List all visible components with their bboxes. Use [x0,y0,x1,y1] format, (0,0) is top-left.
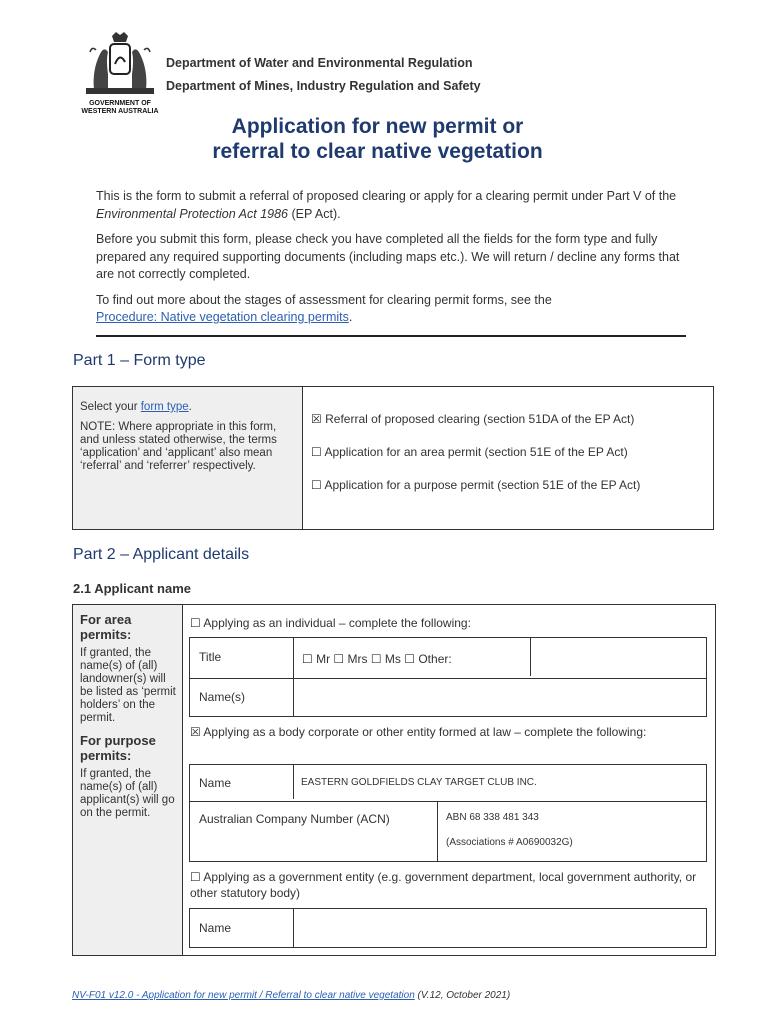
column-divider-other [530,638,531,676]
option-purpose-checkbox[interactable]: ☐ [311,478,322,492]
names-label: Name(s) [199,690,246,704]
form-type-note: NOTE: Where appropriate in this form, and unless stated otherwise, the terms ‘application’ and ‘applicant’ also mean ‘referral’ and ‘referrer’ respectively. [80,421,277,472]
form-type-link[interactable]: form type [140,401,189,413]
government-name-label: Name [199,921,232,935]
applicant-name-subheading: 2.1 Applicant name [73,581,191,596]
option-area-label: Application for an area permit (section 51E of the EP Act) [324,445,628,459]
select-after: . [188,401,192,413]
part2-heading: Part 2 – Applicant details [73,546,250,563]
option-referral-label: Referral of proposed clearing (section 51DA of the EP Act) [325,412,635,426]
option-referral-checkbox[interactable]: ☒ [311,412,322,426]
acn-value-association[interactable]: (Associations # A0690032G) [446,837,573,848]
purpose-permits-heading: For purpose permits: [80,733,156,763]
column-divider [293,909,294,947]
title-label: Title [199,650,222,664]
applicant-notes [73,605,183,955]
footer-document-link[interactable]: NV-F01 v12.0 - Application for new permit / Referral to clear native vegetation [72,990,415,1001]
option-purpose-label: Application for a purpose permit (section 51E of the EP Act) [324,478,641,492]
select-before: Select your [80,401,141,413]
column-divider [293,765,294,799]
name-value[interactable]: EASTERN GOLDFIELDS CLAY TARGET CLUB INC. [301,777,537,788]
section-divider [96,335,686,337]
intro-text [96,188,696,335]
department-mines: Department of Mines, Industry Regulation and Safety [166,79,481,93]
individual-fields [189,637,707,717]
body-corporate-fields [189,764,707,862]
procedure-link[interactable]: Procedure: Native vegetation clearing permits [96,310,349,324]
individual-option[interactable]: ☐ Applying as an individual – complete the following: [190,616,471,630]
body-corporate-option[interactable]: ☒ Applying as a body corporate or other entity formed at law – complete the following: [190,725,647,739]
option-area-checkbox[interactable]: ☐ [311,445,322,459]
government-fields [189,908,707,948]
coat-of-arms-icon [82,30,158,98]
row-divider [190,678,706,679]
intro-p3-text: To find out more about the stages of assessment for clearing permit forms, see the [96,292,552,307]
government-option[interactable]: ☐ Applying as a government entity (e.g. government department, local government authority, or other statutory body) [190,870,697,900]
form-type-instructions [73,387,303,529]
purpose-permits-text: If granted, the name(s) of (all) applicant(s) will go on the permit. [80,768,175,819]
department-water: Department of Water and Environmental Regulation [166,56,473,70]
crest-caption-line1: GOVERNMENT OF [89,100,151,107]
intro-paragraph-1 [96,188,696,223]
select-form-type [80,401,295,414]
intro-act-name: Environmental Protection Act 1986 [96,206,289,221]
form-type-table [72,386,714,530]
option-purpose-permit[interactable] [311,469,640,502]
page-title [0,114,755,164]
form-type-options [311,403,640,502]
intro-paragraph-2: Before you submit this form, please check you have completed all the fields for the form type and fully prepared any required supporting documents (including maps etc.). We will return / decline any forms that are not correctly completed. [96,232,680,281]
option-referral[interactable] [311,403,640,436]
column-divider-acn [437,801,438,861]
row-divider [190,801,706,802]
option-area-permit[interactable] [311,436,640,469]
footer [72,990,510,1001]
title-options[interactable]: ☐ Mr ☐ Mrs ☐ Ms ☐ Other: [302,652,452,666]
department-names [166,52,481,98]
intro-paragraph-3 [96,292,696,327]
intro-p1-after: (EP Act). [288,206,341,221]
name-label: Name [199,776,232,790]
acn-label: Australian Company Number (ACN) [199,812,390,826]
area-permits-text: If granted, the name(s) of (all) landowner(s) will be listed as ‘permit holders’ on the permit. [80,647,176,724]
footer-version: (V.12, October 2021) [414,990,511,1001]
part1-heading: Part 1 – Form type [73,352,206,369]
title-line2: referral to clear native vegetation [212,140,543,163]
government-crest [70,30,170,116]
column-divider [293,638,294,716]
applicant-name-table [72,604,716,956]
intro-p3-end: . [348,310,353,324]
title-line1: Application for new permit or [231,115,524,138]
acn-value-abn[interactable]: ABN 68 338 481 343 [446,812,539,823]
intro-p1-before: This is the form to submit a referral of proposed clearing or apply for a clearing permit under Part V of the [96,189,677,203]
area-permits-heading: For area permits: [80,612,132,642]
crest-caption-line2: WESTERN AUSTRALIA [81,108,159,115]
